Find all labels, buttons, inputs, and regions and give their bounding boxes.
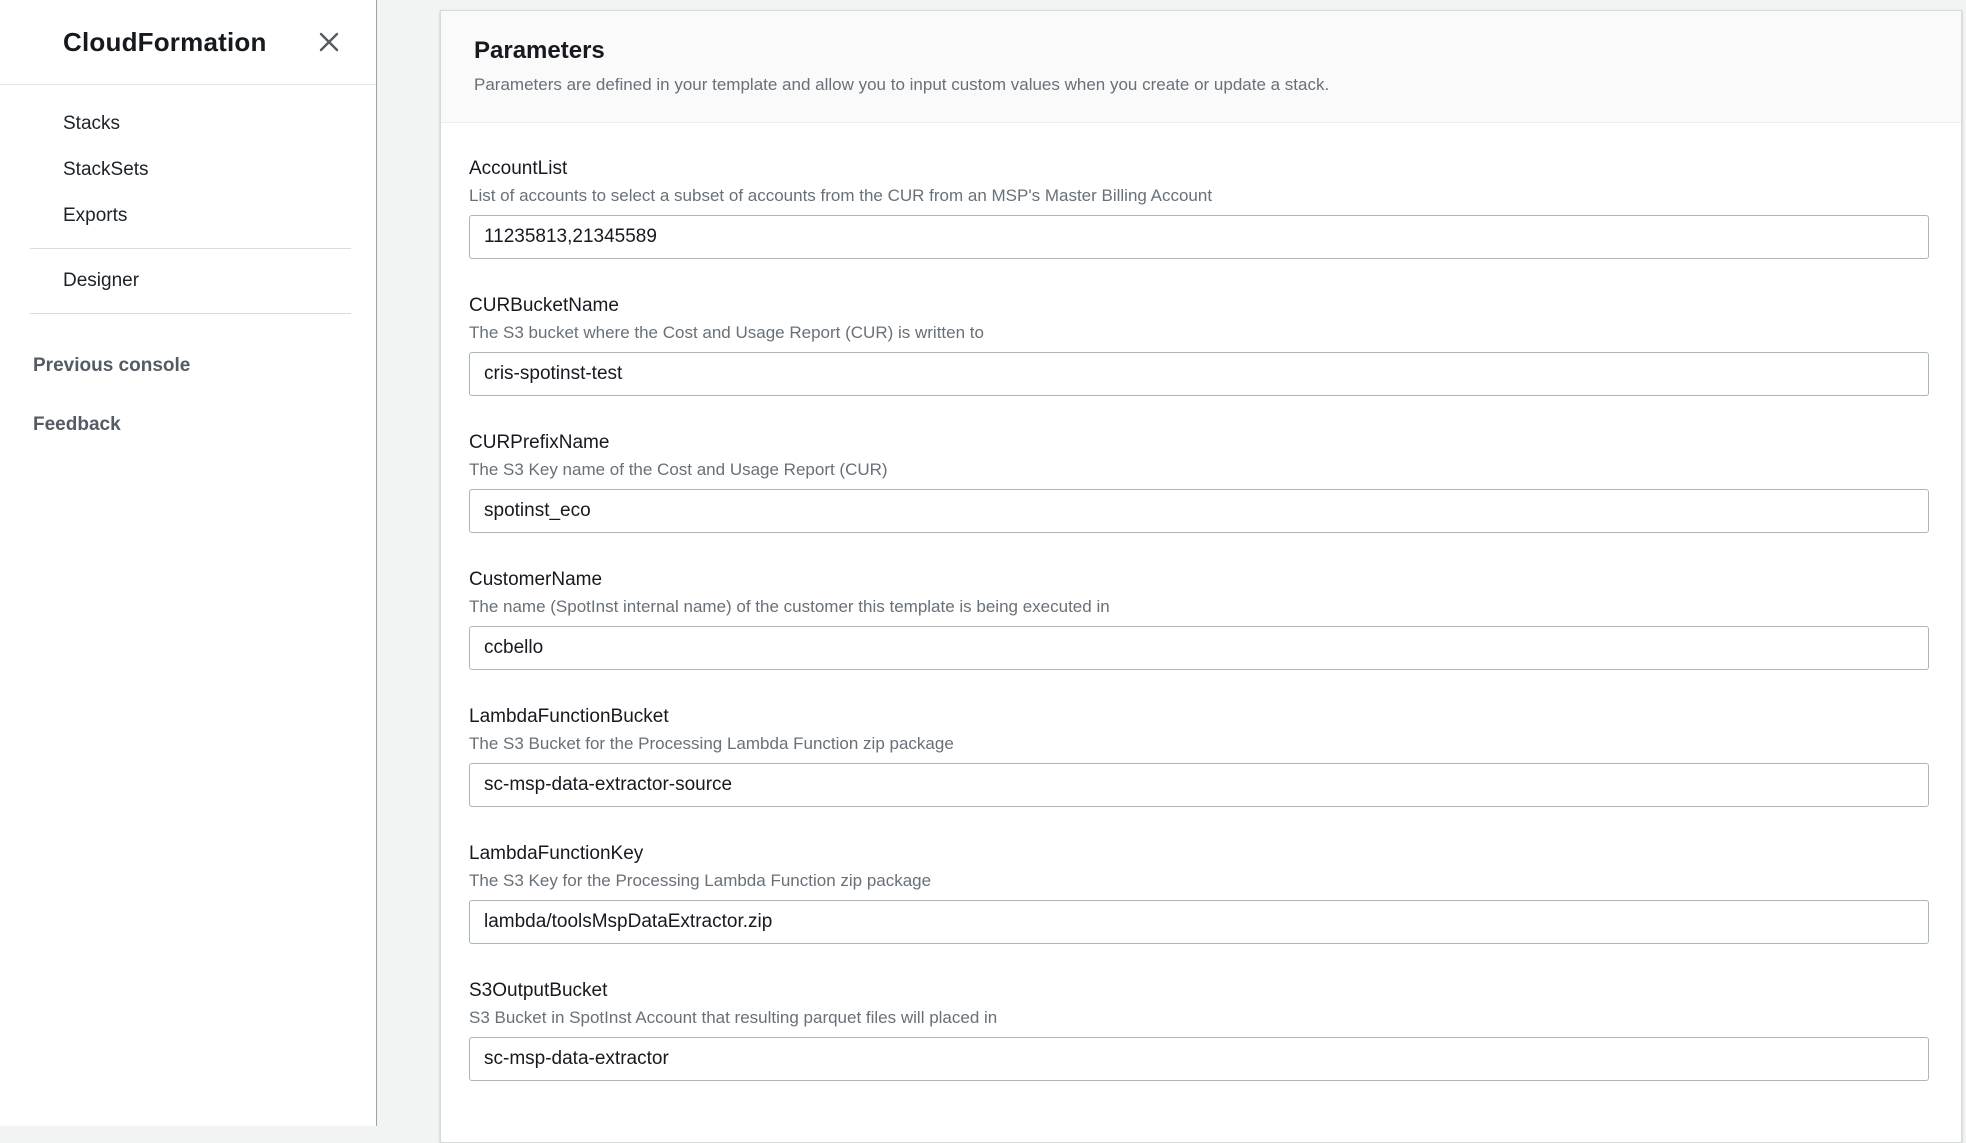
sidebar-nav-item-label: Stacks bbox=[63, 113, 120, 135]
sidebar-footer-link[interactable]: Previous console bbox=[33, 355, 376, 377]
parameter-field bbox=[469, 431, 1929, 533]
parameter-field bbox=[469, 568, 1929, 670]
sidebar-nav-item-label: Designer bbox=[63, 270, 139, 292]
parameter-description: The S3 Key for the Processing Lambda Function zip package bbox=[469, 870, 1929, 892]
sidebar-nav-item[interactable] bbox=[0, 147, 376, 193]
parameter-label: CustomerName bbox=[469, 568, 1929, 592]
sidebar-footer-link[interactable]: Feedback bbox=[33, 414, 376, 436]
parameter-input[interactable] bbox=[469, 763, 1929, 807]
parameter-field bbox=[469, 157, 1929, 259]
sidebar-header bbox=[0, 0, 376, 85]
parameter-label: LambdaFunctionKey bbox=[469, 842, 1929, 866]
parameters-form bbox=[441, 123, 1961, 1142]
close-sidebar-button[interactable] bbox=[312, 25, 346, 59]
parameter-label: S3OutputBucket bbox=[469, 979, 1929, 1003]
sidebar-nav-item-label: Exports bbox=[63, 205, 127, 227]
parameter-description: The name (SpotInst internal name) of the customer this template is being executed in bbox=[469, 596, 1929, 618]
parameter-input[interactable] bbox=[469, 352, 1929, 396]
parameter-label: CURBucketName bbox=[469, 294, 1929, 318]
parameter-label: AccountList bbox=[469, 157, 1929, 181]
parameter-input[interactable] bbox=[469, 900, 1929, 944]
parameter-input[interactable] bbox=[469, 1037, 1929, 1081]
parameter-label: CURPrefixName bbox=[469, 431, 1929, 455]
parameter-input[interactable] bbox=[469, 489, 1929, 533]
main-content bbox=[378, 0, 1966, 1126]
parameter-field bbox=[469, 705, 1929, 807]
parameter-description: S3 Bucket in SpotInst Account that resulting parquet files will placed in bbox=[469, 1007, 1929, 1029]
parameter-description: List of accounts to select a subset of accounts from the CUR from an MSP's Master Billing Account bbox=[469, 185, 1929, 207]
sidebar-divider bbox=[30, 313, 351, 314]
sidebar-nav-item-label: StackSets bbox=[63, 159, 149, 181]
parameter-field bbox=[469, 979, 1929, 1081]
parameter-label: LambdaFunctionBucket bbox=[469, 705, 1929, 729]
sidebar-nav-secondary bbox=[0, 258, 376, 304]
parameter-input[interactable] bbox=[469, 215, 1929, 259]
sidebar-nav-primary bbox=[0, 85, 376, 239]
app-title: CloudFormation bbox=[63, 27, 267, 58]
parameter-description: The S3 Key name of the Cost and Usage Report (CUR) bbox=[469, 459, 1929, 481]
sidebar-nav-item[interactable] bbox=[0, 101, 376, 147]
parameter-field bbox=[469, 842, 1929, 944]
parameters-panel bbox=[440, 10, 1962, 1143]
sidebar-nav-item[interactable] bbox=[0, 258, 376, 304]
sidebar-footer-links bbox=[0, 323, 376, 436]
parameters-panel-header bbox=[441, 11, 1961, 123]
panel-title: Parameters bbox=[474, 36, 1929, 66]
close-icon bbox=[318, 31, 340, 53]
parameter-description: The S3 Bucket for the Processing Lambda Function zip package bbox=[469, 733, 1929, 755]
parameter-field bbox=[469, 294, 1929, 396]
sidebar-divider bbox=[30, 248, 351, 249]
sidebar bbox=[0, 0, 377, 1126]
parameter-input[interactable] bbox=[469, 626, 1929, 670]
sidebar-nav-item[interactable] bbox=[0, 193, 376, 239]
parameter-description: The S3 bucket where the Cost and Usage Report (CUR) is written to bbox=[469, 322, 1929, 344]
panel-description: Parameters are defined in your template and allow you to input custom values when you create or update a stack. bbox=[474, 74, 1929, 96]
